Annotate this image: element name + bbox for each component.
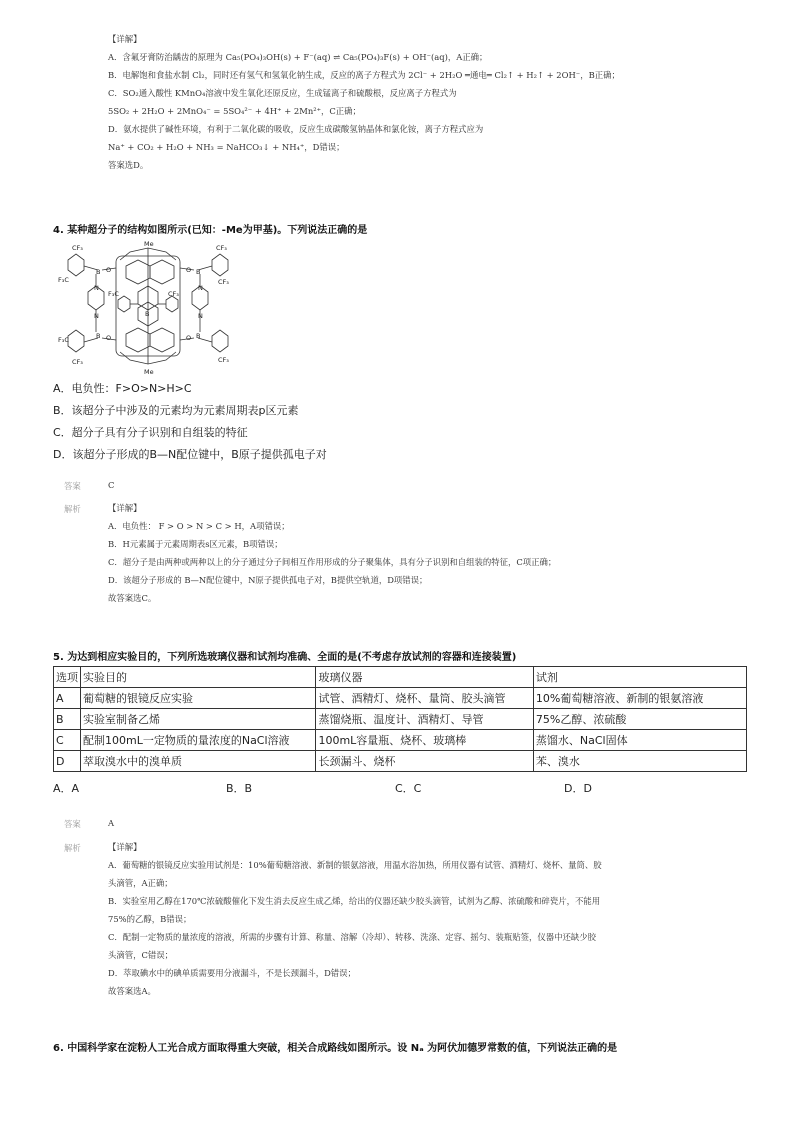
q3-detail-line-c: C．SO₂通入酸性 KMnO₄溶液中发生氧化还原反应，生成锰离子和硫酸根，反应离子方程式为 [108,88,457,98]
q3-detail-label: 【详解】 [108,34,142,44]
q4-detail-a: A．电负性： F > O > N > C > H，A项错误； [108,521,290,531]
table-header-cell: 实验目的 [81,667,316,688]
table-cell: 实验室制备乙烯 [81,709,316,730]
table-header-cell: 选项 [54,667,81,688]
table-row [54,709,747,730]
table-cell: 萃取溴水中的溴单质 [81,751,316,772]
oxygen-label-1: O [106,266,112,274]
me-top-label: Me [144,240,154,248]
q5-option-a: A．A [53,782,80,795]
f3c-label-2: F₃C [58,336,69,344]
boron-label-2: B [196,268,201,276]
table-cell: 配制100mL一定物质的量浓度的NaCl溶液 [81,730,316,751]
q4-option-b: B．该超分子中涉及的元素均为元素周期表p区元素 [53,404,299,417]
cf3-label-1: CF₃ [72,244,83,252]
q5-detail-b-cont: 75%的乙醇，B错误； [108,914,192,924]
q5-option-c: C．C [395,782,422,795]
table-header-row [54,667,747,688]
q4-option-d: D．该超分子形成的B—N配位键中，B原子提供孤电子对 [53,448,327,461]
oxygen-label-2: O [186,266,192,274]
table-cell: 葡萄糖的银镜反应实验 [81,688,316,709]
table-cell: A [54,688,81,709]
nitrogen-label-3: N [94,312,99,320]
q6-title: 6. 中国科学家在淀粉人工光合成方面取得重大突破，相关合成路线如图所示。设 Nₐ 为阿伏加德罗常数的值，下列说法正确的是 [53,1043,618,1054]
me-bottom-label: Me [144,368,154,376]
cf3-label-5: CF₃ [72,358,83,366]
table-cell: D [54,751,81,772]
supramolecule-structure-figure [58,238,238,376]
q4-title: 4. 某种超分子的结构如图所示(已知：-Me为甲基)。下列说法正确的是 [53,225,368,236]
table-row [54,751,747,772]
q5-conclusion: 故答案选A。 [108,986,156,996]
table-header-cell: 玻璃仪器 [316,667,533,688]
table-cell: 100mL容量瓶、烧杯、玻璃棒 [316,730,533,751]
q4-answer-label: 答案 [64,481,81,491]
q5-detail-a-cont: 头滴管，A正确； [108,878,173,888]
table-cell: 长颈漏斗、烧杯 [316,751,533,772]
table-cell: 苯、溴水 [533,751,746,772]
nitrogen-label-4: N [198,312,203,320]
table-row [54,688,747,709]
q5-detail-a: A．葡萄糖的银镜反应实验用试剂是：10%葡萄糖溶液、新制的银氨溶液，用温水浴加热，所用仪器有试管、酒精灯、烧杯、量筒、胶 [108,860,602,870]
table-cell: 试管、酒精灯、烧杯、量筒、胶头滴管 [316,688,533,709]
table-cell: 蒸馏烧瓶、温度计、酒精灯、导管 [316,709,533,730]
boron-label-3: B [96,332,101,340]
nitrogen-label-2: N [198,284,203,292]
q5-option-b: B．B [226,782,253,795]
table-cell: 75%乙醇、浓硫酸 [533,709,746,730]
q4-conclusion: 故答案选C。 [108,593,157,603]
q5-detail-c-cont: 头滴管，C错误； [108,950,174,960]
table-cell: 10%葡萄糖溶液、新制的银氨溶液 [533,688,746,709]
table-cell: C [54,730,81,751]
q4-option-c: C．超分子具有分子识别和自组装的特征 [53,426,248,439]
cf3-label-3: CF₃ [218,278,229,286]
q3-detail-line-b: B．电解饱和食盐水制 Cl₂，同时还有氢气和氢氧化钠生成，反应的离子方程式为 2Cl⁻ + 2H₂O ═通电═ Cl₂↑ + H₂↑ + 2OH⁻，B正确； [108,70,620,80]
q4-answer: C [108,480,115,490]
q5-detail-d: D．萃取碘水中的碘单质需要用分液漏斗，不是长颈漏斗，D错误； [108,968,356,978]
q3-conclusion: 答案选D。 [108,160,149,170]
q5-detail-b: B．实验室用乙醇在170℃浓硫酸催化下发生消去反应生成乙烯，给出的仪器还缺少胶头滴管，试剂为乙醇、浓硫酸和碎瓷片，不能用 [108,896,601,906]
boron-label-5: B [145,310,150,318]
q4-option-a: A．电负性：F>O>N>H>C [53,382,192,395]
boron-label-1: B [96,268,101,276]
q4-detail-c: C．超分子是由两种或两种以上的分子通过分子间相互作用形成的分子聚集体，具有分子识别和自组装的特征，C项正确； [108,557,557,567]
q3-detail-line-c-eq: 5SO₂ + 2H₂O + 2MnO₄⁻ = 5SO₄²⁻ + 4H⁺ + 2Mn²⁺，C正确； [108,106,361,116]
table-header-cell: 试剂 [533,667,746,688]
q5-table [53,666,747,772]
nitrogen-label-1: N [94,284,99,292]
table-row [54,730,747,751]
q5-option-d: D．D [564,782,592,795]
cf3-label-4: CF₃ [218,356,229,364]
q4-analysis-label: 解析 [64,504,81,514]
oxygen-label-4: O [186,334,192,342]
f3c-label-1: F₃C [58,276,69,284]
q4-detail-label: 【详解】 [108,503,142,513]
q5-answer-label: 答案 [64,819,81,829]
q5-answer: A [108,818,115,828]
q5-title: 5. 为达到相应实验目的，下列所选玻璃仪器和试剂均准确、全面的是(不考虑存放试剂的容器和连接装置) [53,652,517,663]
q3-detail-line-d-eq: Na⁺ + CO₂ + H₂O + NH₃ = NaHCO₃↓ + NH₄⁺，D错误； [108,142,345,152]
f3c-label-3: F₃C [108,290,119,298]
q4-detail-b: B．H元素属于元素周期表s区元素，B项错误； [108,539,283,549]
q3-detail-line-a: A．含氟牙膏防治龋齿的原理为 Ca₅(PO₄)₃OH(s) + F⁻(aq) ⇌ Ca₅(PO₄)₃F(s) + OH⁻(aq)，A正确； [108,52,488,62]
boron-label-4: B [196,332,201,340]
cf3-label-2: CF₃ [216,244,227,252]
oxygen-label-3: O [106,334,112,342]
q5-detail-c: C．配制一定物质的量浓度的溶液，所需的步骤有计算、称量、溶解（冷却）、转移、洗涤、定容、摇匀、装瓶贴签，仪器中还缺少胶 [108,932,596,942]
cf3-label-6: CF₃ [168,290,179,298]
q5-analysis-label: 解析 [64,843,81,853]
table-cell: B [54,709,81,730]
q3-detail-line-d: D．氨水提供了碱性环境，有利于二氧化碳的吸收，反应生成碳酸氢钠晶体和氯化铵，离子方程式应为 [108,124,484,134]
q5-detail-label: 【详解】 [108,842,142,852]
table-cell: 蒸馏水、NaCl固体 [533,730,746,751]
q4-detail-d: D．该超分子形成的 B—N配位键中，N原子提供孤电子对，B提供空轨道，D项错误； [108,575,428,585]
